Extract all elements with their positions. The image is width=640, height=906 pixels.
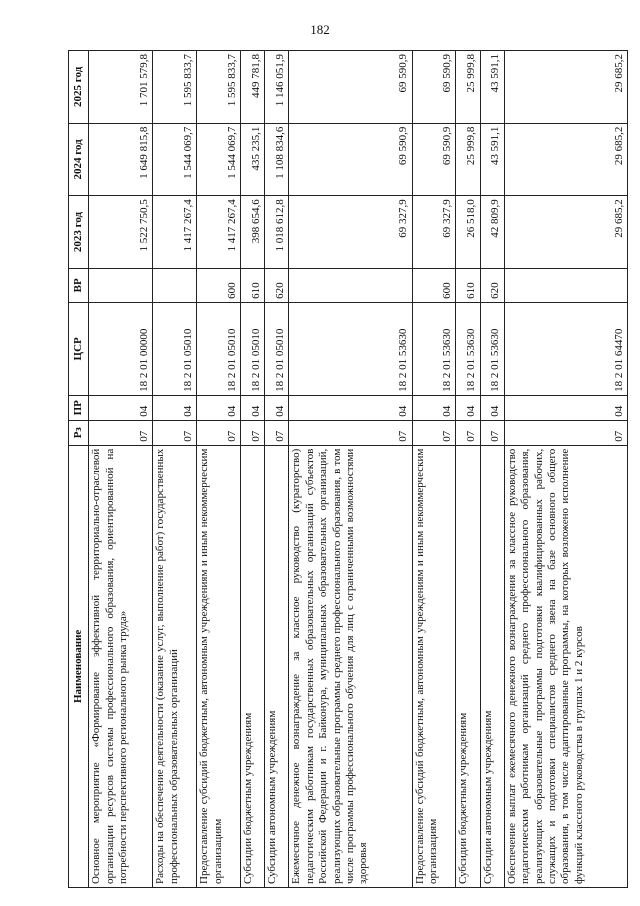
page-number: 182 xyxy=(310,22,330,37)
row-rz: 07 xyxy=(504,420,627,445)
row-2023: 29 685,2 xyxy=(504,196,627,269)
row-rz: 07 xyxy=(265,420,289,445)
row-pr: 04 xyxy=(504,395,627,420)
row-2024: 25 999,8 xyxy=(456,123,480,196)
row-name: Предоставление субсидий бюджетным, автономным учреждениям и иным некоммерческим организациям xyxy=(412,445,456,887)
row-pr: 04 xyxy=(197,395,241,420)
row-csr: 18 2 01 00000 xyxy=(89,302,153,395)
row-pr: 04 xyxy=(289,395,412,420)
table-row xyxy=(153,51,197,888)
row-pr: 04 xyxy=(241,395,265,420)
row-pr: 04 xyxy=(89,395,153,420)
row-pr: 04 xyxy=(456,395,480,420)
row-vr xyxy=(289,268,412,302)
row-csr: 18 2 01 53630 xyxy=(480,302,504,395)
row-rz: 07 xyxy=(412,420,456,445)
row-2025: 69 590,9 xyxy=(289,51,412,124)
row-2023: 398 654,6 xyxy=(241,196,265,269)
row-2023: 26 518,0 xyxy=(456,196,480,269)
row-vr: 600 xyxy=(197,268,241,302)
row-vr xyxy=(504,268,627,302)
table-row xyxy=(504,51,627,888)
row-name: Субсидии автономным учреждениям xyxy=(265,445,289,887)
row-name: Субсидии бюджетным учреждениям xyxy=(456,445,480,887)
row-csr: 18 2 01 05010 xyxy=(153,302,197,395)
row-rz: 07 xyxy=(89,420,153,445)
row-vr: 620 xyxy=(265,268,289,302)
row-2023: 69 327,9 xyxy=(412,196,456,269)
table-row xyxy=(289,51,412,888)
row-2024: 29 685,2 xyxy=(504,123,627,196)
row-2024: 69 590,9 xyxy=(289,123,412,196)
header-csr: ЦСР xyxy=(69,302,89,395)
table-row xyxy=(412,51,456,888)
row-name: Субсидии бюджетным учреждениям xyxy=(241,445,265,887)
row-2025: 1 701 579,8 xyxy=(89,51,153,124)
row-csr: 18 2 01 64470 xyxy=(504,302,627,395)
row-name: Обеспечение выплат ежемесячного денежного вознаграждения за классное руководство педагогическим работникам организаций среднего профессионального образования, реализующих образовательные программы подготовки квалифицированных рабочих, служащих и подготовки специалистов среднего звена на базе основного общего образования, в том числе адаптированные программы, на которых возложено исполнение функций классного руководства в группах 1 и 2 курсов xyxy=(504,445,627,887)
row-rz: 07 xyxy=(456,420,480,445)
row-2025: 69 590,9 xyxy=(412,51,456,124)
table-row xyxy=(480,51,504,888)
header-rz: Рз xyxy=(69,420,89,445)
row-2024: 1 544 069,7 xyxy=(197,123,241,196)
row-2025: 25 999,8 xyxy=(456,51,480,124)
row-2024: 1 544 069,7 xyxy=(153,123,197,196)
row-2023: 1 522 750,5 xyxy=(89,196,153,269)
row-2025: 449 781,8 xyxy=(241,51,265,124)
row-name: Предоставление субсидий бюджетным, автономным учреждениям и иным некоммерческим организациям xyxy=(197,445,241,887)
row-name: Расходы на обеспечение деятельности (оказание услуг, выполнение работ) государственных профессиональных образовательных организаций xyxy=(153,445,197,887)
row-name: Ежемесячное денежное вознаграждение за классное руководство (кураторство) педагогическим работникам государственных образовательных организаций субъектов Российской Федерации и г. Байконура, муниципальных образовательных организаций, реализующих образовательные программы среднего профессионального образования, в том числе программы профессионального обучения для лиц с ограниченными возможностями здоровья xyxy=(289,445,412,887)
row-csr: 18 2 01 53630 xyxy=(456,302,480,395)
row-2024: 43 591,1 xyxy=(480,123,504,196)
row-2025: 43 591,1 xyxy=(480,51,504,124)
row-rz: 07 xyxy=(197,420,241,445)
table-row xyxy=(241,51,265,888)
header-2025: 2025 год xyxy=(69,51,89,124)
table-row xyxy=(197,51,241,888)
row-pr: 04 xyxy=(153,395,197,420)
row-vr xyxy=(89,268,153,302)
row-name: Субсидии автономным учреждениям xyxy=(480,445,504,887)
row-vr: 600 xyxy=(412,268,456,302)
row-2023: 42 809,9 xyxy=(480,196,504,269)
row-vr: 610 xyxy=(456,268,480,302)
row-2023: 1 417 267,4 xyxy=(153,196,197,269)
row-csr: 18 2 01 05010 xyxy=(197,302,241,395)
row-2025: 29 685,2 xyxy=(504,51,627,124)
row-csr: 18 2 01 05010 xyxy=(265,302,289,395)
row-rz: 07 xyxy=(241,420,265,445)
table-row xyxy=(265,51,289,888)
row-vr: 610 xyxy=(241,268,265,302)
row-2025: 1 595 833,7 xyxy=(153,51,197,124)
row-pr: 04 xyxy=(412,395,456,420)
header-name: Наименование xyxy=(69,445,89,887)
row-pr: 04 xyxy=(265,395,289,420)
row-2023: 1 018 612,8 xyxy=(265,196,289,269)
table-row xyxy=(89,51,153,888)
row-csr: 18 2 01 53630 xyxy=(289,302,412,395)
row-2025: 1 595 833,7 xyxy=(197,51,241,124)
row-rz: 07 xyxy=(289,420,412,445)
row-pr: 04 xyxy=(480,395,504,420)
row-rz: 07 xyxy=(480,420,504,445)
row-2023: 1 417 267,4 xyxy=(197,196,241,269)
row-csr: 18 2 01 05010 xyxy=(241,302,265,395)
header-2024: 2024 год xyxy=(69,123,89,196)
table-header-row xyxy=(69,51,89,888)
row-csr: 18 2 01 53630 xyxy=(412,302,456,395)
row-2024: 1 108 834,6 xyxy=(265,123,289,196)
header-pr: ПР xyxy=(69,395,89,420)
row-2024: 1 649 815,8 xyxy=(89,123,153,196)
row-2024: 69 590,9 xyxy=(412,123,456,196)
row-vr xyxy=(153,268,197,302)
header-2023: 2023 год xyxy=(69,196,89,269)
row-2023: 69 327,9 xyxy=(289,196,412,269)
row-rz: 07 xyxy=(153,420,197,445)
row-name: Основное мероприятие «Формирование эффективной территориально-отраслевой организации ресурсов системы профессионального образования, ориентированной на потребности перспективного регионального рынка труда» xyxy=(89,445,153,887)
rotated-table-container xyxy=(68,50,628,888)
header-vr: ВР xyxy=(69,268,89,302)
table-row xyxy=(456,51,480,888)
row-2025: 1 146 051,9 xyxy=(265,51,289,124)
row-vr: 620 xyxy=(480,268,504,302)
row-2024: 435 235,1 xyxy=(241,123,265,196)
budget-table xyxy=(68,50,628,888)
